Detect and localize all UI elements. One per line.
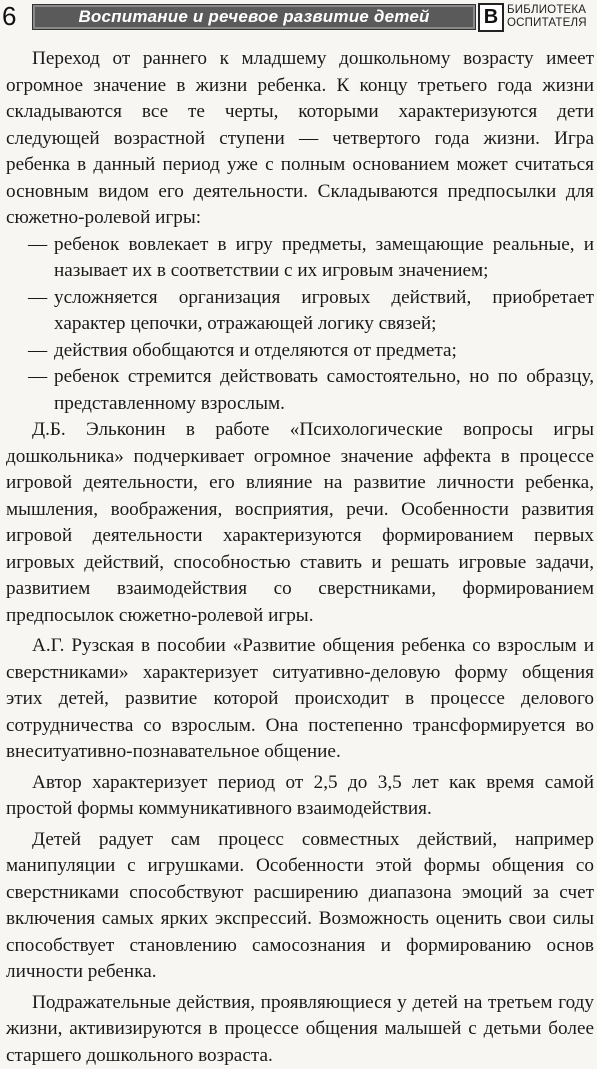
running-title: Воспитание и речевое развитие детей: [33, 5, 475, 29]
running-title-bar: [32, 4, 476, 30]
list-item-text: ребенок вовлекает в игру предметы, замещающие реальные, и называет их в соответствии с их игровым значением;: [54, 234, 594, 282]
list-item-text: ребенок стремится действовать самостоятельно, но по образцу, представленному взрослым.: [54, 366, 594, 414]
series-label: [507, 4, 597, 29]
paragraph-joint-actions: Детей радует сам процесс совместных действий, например манипуляции с игрушками. Особенности этой формы общения со сверстниками способствуют расширению диапазона эмоций за счет включения самых ярких экспрессий. Возможность оценить свои силы способствует становлению самосознания и формированию основ личности ребенка.: [6, 827, 594, 986]
list-item: [6, 232, 594, 285]
paragraph-intro: Переход от раннего к младшему дошкольному возрасту имеет огромное значение в жизни ребенка. К концу третьего года жизни складываются все те черты, которыми характеризуются дети следующей возрастной ступени — четвертого года жизни. Игра ребенка в данный период уже с полным основанием может считаться основным видом его деятельности. Складываются предпосылки для сюжетно-ролевой игры:: [6, 46, 594, 232]
page-number: 6: [2, 1, 16, 31]
prerequisites-list: [6, 232, 594, 418]
series-label-line1: БИБЛИОТЕКА: [507, 4, 597, 17]
page-header: [0, 0, 597, 34]
list-dash: —: [28, 232, 54, 259]
list-dash: —: [28, 364, 54, 391]
series-label-line2: ОСПИТАТЕЛЯ: [507, 17, 597, 30]
paragraph-period: Автор характеризует период от 2,5 до 3,5 лет как время самой простой формы коммуникативного взаимодействия.: [6, 770, 594, 823]
page-body: [6, 46, 594, 1069]
series-logo-badge: В: [478, 3, 504, 32]
list-item: [6, 338, 594, 365]
list-item: [6, 285, 594, 338]
paragraph-elkonin: Д.Б. Эльконин в работе «Психологические вопросы игры дошкольника» подчеркивает огромное значение аффекта в процессе игровой деятельности, его влияние на развитие личности ребенка, мышления, воображения, восприятия, речи. Особенности развития игровой деятельности характеризуются формированием первых игровых действий, способностью ставить и решать игровые задачи, развитием взаимодействия со сверстниками, формированием предпосылок сюжетно-ролевой игры.: [6, 417, 594, 629]
list-item: [6, 364, 594, 417]
list-item-text: усложняется организация игровых действий, приобретает характер цепочки, отражающей логику связей;: [54, 287, 594, 335]
paragraph-imitation: Подражательные действия, проявляющиеся у детей на третьем году жизни, активизируются в процессе общения малышей с детьми более старшего дошкольного возраста.: [6, 990, 594, 1069]
list-dash: —: [28, 338, 54, 365]
list-item-text: действия обобщаются и отделяются от предмета;: [54, 340, 457, 361]
paragraph-ruzskaya: А.Г. Рузская в пособии «Развитие общения ребенка со взрослым и сверстниками» характеризует ситуативно-деловую форму общения этих детей, развитие которой происходит в процессе делового сотрудничества со взрослым. Она постепенно трансформируется во внеситуативно-познавательное общение.: [6, 633, 594, 766]
list-dash: —: [28, 285, 54, 312]
